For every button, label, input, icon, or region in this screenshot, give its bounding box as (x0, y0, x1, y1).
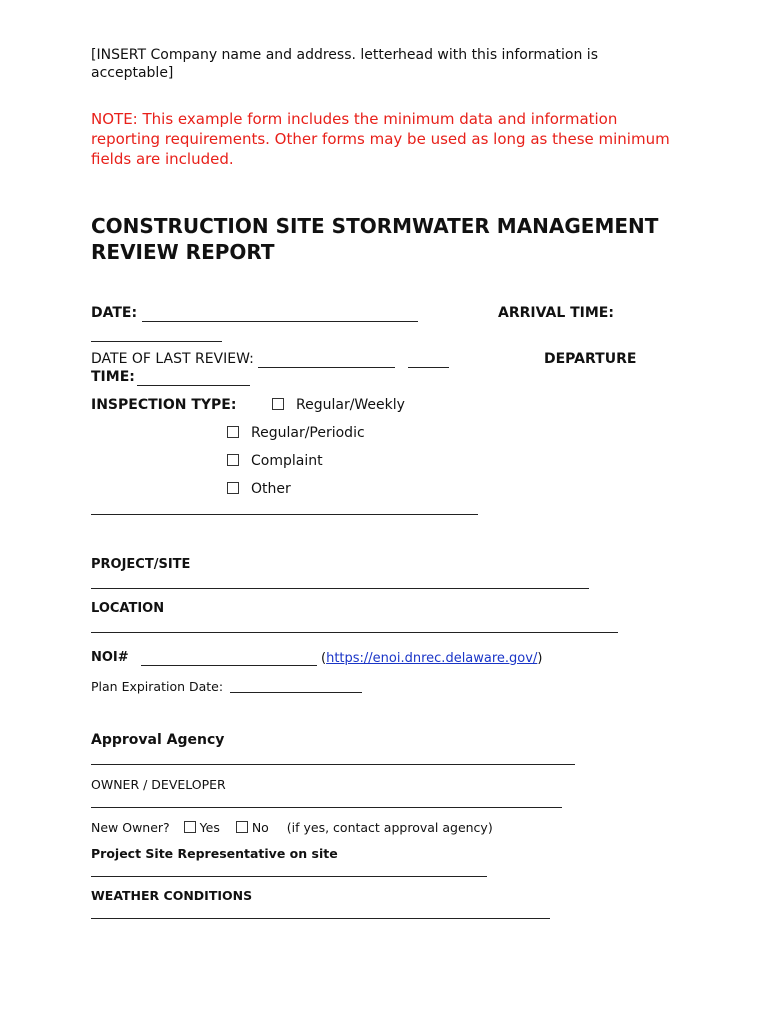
paren-close: ) (537, 651, 543, 666)
date-label: DATE: (91, 305, 138, 321)
inspection-option-regular-periodic[interactable] (227, 425, 365, 441)
owner-developer-label: OWNER / DEVELOPER (91, 777, 226, 792)
letterhead-placeholder-line2: acceptable] (91, 65, 174, 81)
time-label: TIME: (91, 369, 135, 385)
approval-agency-field[interactable] (91, 764, 575, 765)
yes-label: Yes (199, 820, 220, 835)
report-title-line2: REVIEW REPORT (91, 240, 275, 264)
option-label: Regular/Periodic (251, 425, 365, 441)
no-label: No (251, 820, 269, 835)
date-last-review-field[interactable] (258, 367, 395, 368)
new-owner-row (91, 820, 493, 835)
plan-expiration-field[interactable] (230, 692, 362, 693)
location-label: LOCATION (91, 601, 165, 616)
noi-link[interactable]: https://enoi.dnrec.delaware.gov/ (326, 651, 538, 666)
weather-conditions-label: WEATHER CONDITIONS (91, 888, 253, 903)
option-label: Complaint (251, 453, 323, 469)
checkbox-icon[interactable] (227, 454, 239, 466)
departure-label: DEPARTURE (544, 351, 637, 367)
location-field[interactable] (91, 632, 618, 633)
new-owner-label: New Owner? (91, 820, 170, 835)
inspection-other-field[interactable] (91, 514, 478, 515)
date-last-review-label: DATE OF LAST REVIEW: (91, 351, 254, 367)
project-site-label: PROJECT/SITE (91, 557, 191, 572)
weather-conditions-field[interactable] (91, 918, 550, 919)
inspection-option-complaint[interactable] (227, 453, 323, 469)
site-representative-label: Project Site Representative on site (91, 846, 338, 861)
noi-field[interactable] (141, 665, 317, 666)
departure-time-field[interactable] (137, 385, 250, 386)
note-line3: fields are included. (91, 150, 234, 168)
report-title-line1: CONSTRUCTION SITE STORMWATER MANAGEMENT (91, 214, 659, 238)
approval-agency-label: Approval Agency (91, 732, 225, 748)
date-last-review-extra-field[interactable] (408, 367, 449, 368)
project-site-field[interactable] (91, 588, 589, 589)
site-representative-field[interactable] (91, 876, 487, 877)
paren-open: ( (321, 651, 327, 666)
arrival-time-label: ARRIVAL TIME: (498, 305, 614, 321)
checkbox-icon[interactable] (184, 821, 196, 833)
noi-label: NOI# (91, 650, 129, 665)
plan-expiration-label: Plan Expiration Date: (91, 679, 224, 694)
option-label: Other (251, 481, 291, 497)
checkbox-icon[interactable] (227, 426, 239, 438)
date-field[interactable] (142, 321, 418, 322)
note-line2: reporting requirements. Other forms may be used as long as these minimum (91, 130, 670, 148)
checkbox-icon[interactable] (236, 821, 248, 833)
note-line1: NOTE: This example form includes the minimum data and information (91, 110, 618, 128)
option-label: Regular/Weekly (296, 397, 405, 413)
checkbox-icon[interactable] (227, 482, 239, 494)
inspection-option-regular-weekly[interactable] (272, 397, 405, 413)
new-owner-note: (if yes, contact approval agency) (286, 820, 493, 835)
inspection-type-label: INSPECTION TYPE: (91, 397, 237, 413)
owner-developer-field[interactable] (91, 807, 562, 808)
noi-link-wrapper (321, 651, 542, 666)
checkbox-icon[interactable] (272, 398, 284, 410)
arrival-time-field[interactable] (91, 341, 222, 342)
inspection-option-other[interactable] (227, 481, 291, 497)
letterhead-placeholder-line1: [INSERT Company name and address. letterhead with this information is (91, 47, 598, 63)
